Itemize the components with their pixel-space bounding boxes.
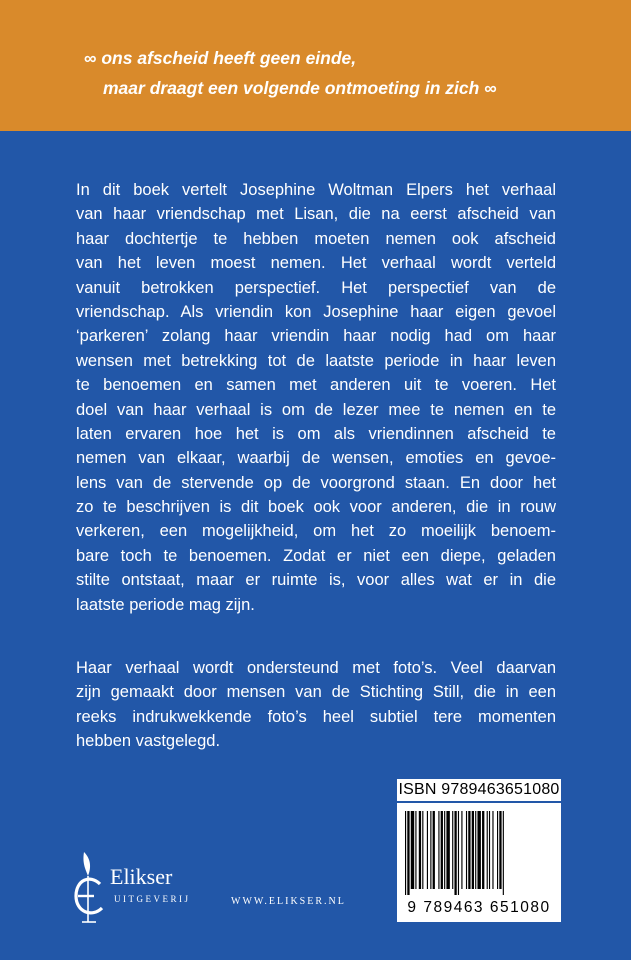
publisher-name: Elikser	[110, 864, 173, 889]
infinity-icon: ∞	[84, 48, 97, 68]
blurb-line: hebben vastgelegd.	[76, 732, 221, 751]
blurb-line: Haar verhaal wordt ondersteund met foto’s. Veel daarvan	[76, 659, 556, 677]
blurb-line: doel van haar verhaal is om de lezer mee te nemen en te	[76, 400, 556, 419]
blurb-line: wensen met betrekking tot de laatste periode in haar leven	[76, 351, 556, 370]
blurb-line: In dit boek vertelt Josephine Woltman Elpers het verhaal	[76, 181, 556, 199]
blurb-paragraph-2	[76, 656, 556, 754]
blurb-line: ‘parkeren’ zolang haar vriendin haar nodig had om haar	[76, 327, 556, 346]
publisher-website: WWW.ELIKSER.NL	[231, 896, 346, 907]
tagline-line-2	[103, 78, 497, 99]
blurb-line: bare toch te benoemen. Zodat er niet een diepe, geladen	[76, 546, 556, 565]
blurb-line: stilte ontstaat, maar er ruimte is, voor alles wat er in die	[76, 571, 556, 590]
blurb-line: haar dochtertje te hebben moeten nemen ook afscheid	[76, 229, 556, 248]
tagline-line-1	[84, 48, 356, 69]
isbn-digits: 9 789463 651080	[407, 899, 551, 916]
blurb-line: lens van de stervende op de voorgrond staan. En door het	[76, 473, 556, 492]
blurb-line: zo te beschrijven is dit boek ook voor anderen, die in rouw	[76, 498, 556, 517]
blurb-line: reeks indrukwekkende foto’s heel subtiel tere momenten	[76, 707, 556, 726]
blurb-line: verkeren, een mogelijkheid, om het zo moeilijk benoem-	[76, 522, 556, 541]
isbn-label: ISBN 9789463651080	[397, 779, 561, 801]
publisher-subtitle: UITGEVERIJ	[114, 894, 191, 904]
blurb-line: van haar vriendschap met Lisan, die na eerst afscheid van	[76, 205, 556, 224]
blurb-line: te benoemen en samen met anderen uit te voeren. Het	[76, 376, 556, 395]
barcode-bars	[403, 811, 555, 895]
blurb-line: van het leven moest nemen. Het verhaal wordt verteld	[76, 254, 556, 273]
blurb-line: vriendschap. Als vriendin kon Josephine haar eigen gevoel	[76, 302, 556, 321]
blurb-line: laatste periode mag zijn.	[76, 595, 255, 614]
blurb-line: nemen van elkaar, waarbij de wensen, emoties en gevoe-	[76, 449, 556, 468]
tagline-text-2: maar draagt een volgende ontmoeting in zich	[103, 78, 480, 98]
blurb-line: zijn gemaakt door mensen van de Stichting Still, die in een	[76, 683, 556, 702]
publisher-logo	[70, 848, 230, 928]
blurb-paragraph-1	[76, 178, 556, 617]
tagline-text-1: ons afscheid heeft geen einde,	[101, 48, 357, 68]
quill-e-logo-icon	[70, 848, 110, 928]
infinity-icon: ∞	[484, 78, 497, 98]
blurb-line: vanuit betrokken perspectief. Het perspectief van de	[76, 278, 556, 297]
blurb-line: laten ervaren hoe het is om als vriendinnen afscheid te	[76, 424, 556, 443]
